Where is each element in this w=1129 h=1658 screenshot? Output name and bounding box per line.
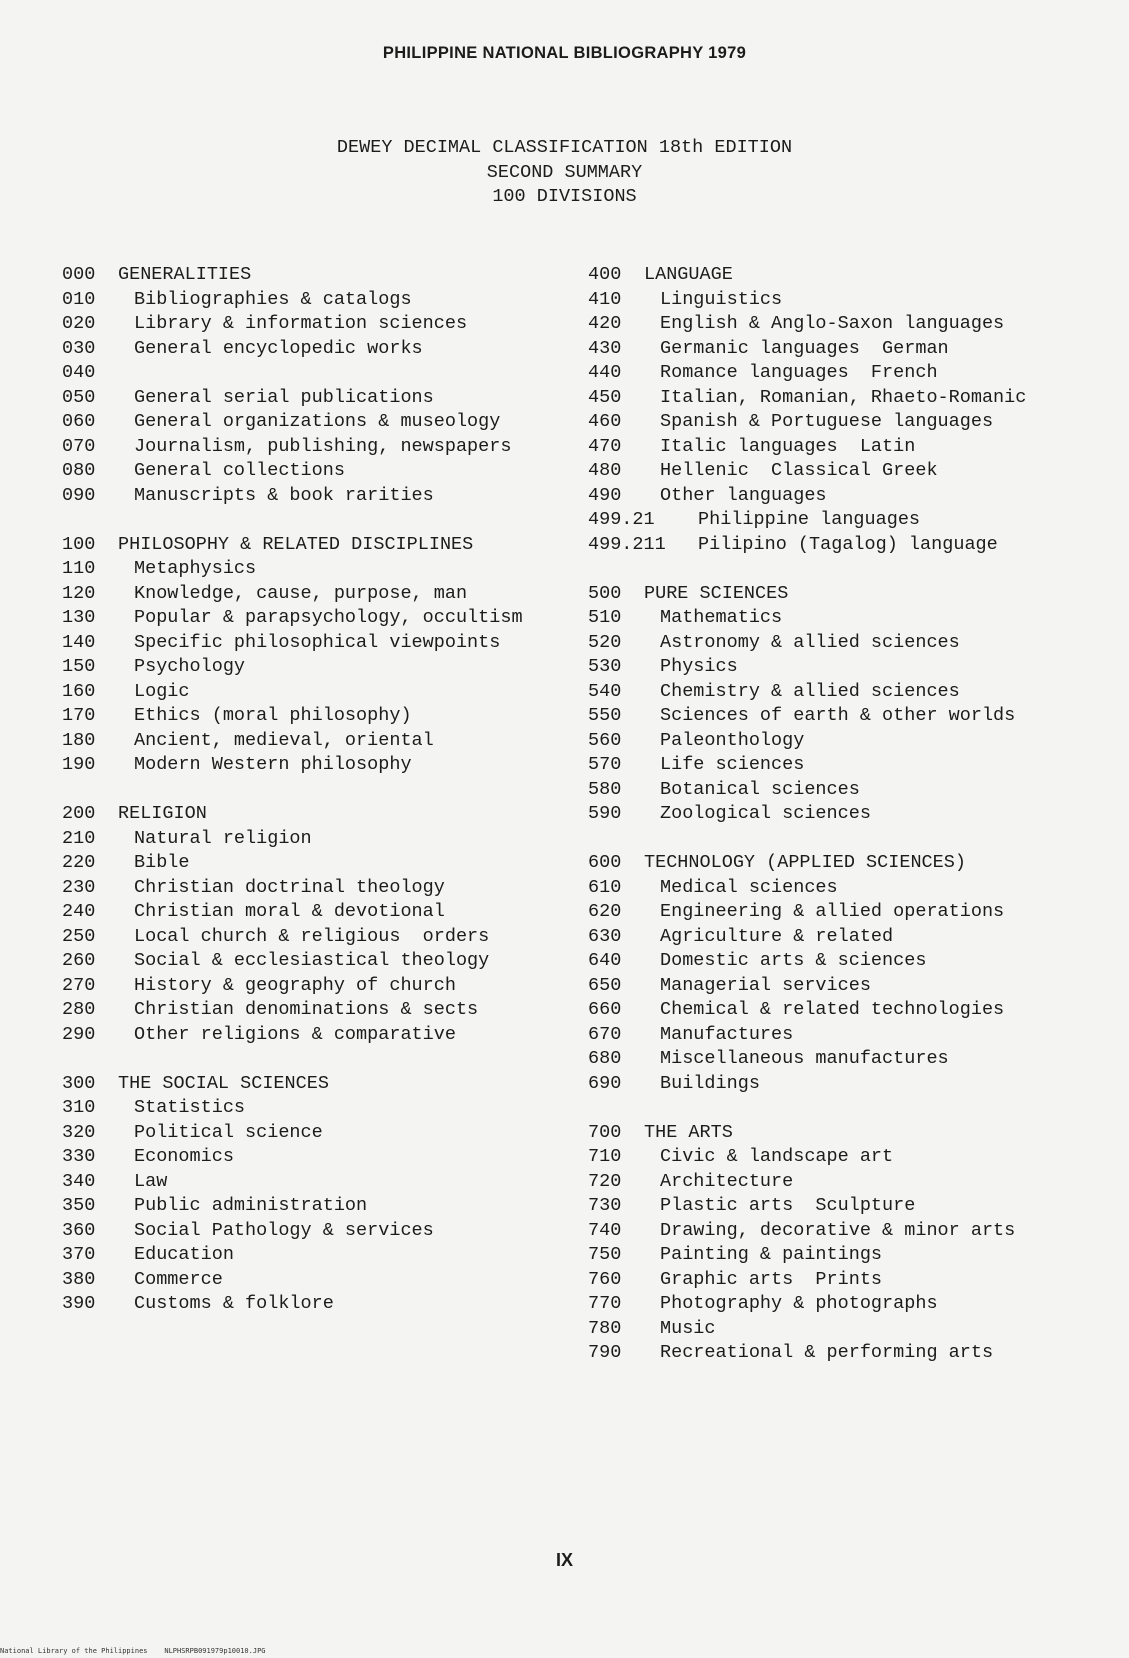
division-code: 110 — [62, 558, 96, 579]
division-label: General serial publications — [134, 386, 434, 408]
division-row — [588, 925, 1108, 950]
division-row — [588, 533, 1108, 558]
title-line: DEWEY DECIMAL CLASSIFICATION 18th EDITION — [336, 137, 793, 158]
division-code: 650 — [588, 974, 622, 996]
right-column — [588, 263, 1108, 1390]
division-label: Christian doctrinal theology — [134, 876, 445, 898]
class-code: 000 — [62, 264, 96, 285]
division-row — [588, 1268, 1108, 1293]
division-row — [62, 851, 582, 876]
division-row — [588, 680, 1108, 705]
division-row — [588, 1023, 1108, 1048]
division-code: 540 — [588, 680, 622, 702]
class-label: PURE SCIENCES — [644, 582, 789, 604]
division-label: Natural religion — [134, 827, 312, 849]
division-code: 060 — [62, 411, 96, 432]
division-label: Modern Western philosophy — [134, 754, 412, 775]
division-row — [588, 312, 1108, 337]
division-code: 080 — [62, 460, 96, 481]
division-row — [62, 361, 582, 386]
division-code: 470 — [588, 435, 622, 457]
division-code: 499.211 — [588, 533, 666, 555]
class-group — [588, 263, 1108, 557]
division-row — [588, 655, 1108, 680]
division-label: Music — [660, 1317, 716, 1339]
class-heading — [588, 1121, 1108, 1146]
division-row — [588, 900, 1108, 925]
division-code: 120 — [62, 582, 96, 604]
division-label: Buildings — [660, 1072, 760, 1094]
division-row — [62, 606, 582, 631]
class-group — [62, 802, 582, 1047]
class-label: PHILOSOPHY & RELATED DISCIPLINES — [118, 533, 474, 555]
division-row — [62, 704, 582, 729]
division-row — [588, 1170, 1108, 1195]
class-label: THE SOCIAL SCIENCES — [118, 1072, 329, 1094]
division-label: History & geography of church — [134, 974, 456, 996]
division-code: 160 — [62, 680, 96, 702]
division-label: Mathematics — [660, 607, 783, 628]
division-row — [588, 484, 1108, 509]
division-code: 760 — [588, 1268, 622, 1290]
division-code: 440 — [588, 362, 622, 383]
division-row — [588, 1047, 1108, 1072]
division-code: 260 — [62, 950, 96, 971]
division-row — [62, 827, 582, 852]
class-code: 200 — [62, 803, 96, 824]
division-row — [62, 386, 582, 411]
division-label: Social & ecclesiastical theology — [134, 950, 490, 971]
division-code: 320 — [62, 1121, 96, 1143]
division-row — [588, 1292, 1108, 1317]
division-label: Spanish & Portuguese languages — [660, 411, 994, 432]
division-row — [588, 631, 1108, 656]
division-label: Sciences of earth & other worlds — [660, 705, 1016, 726]
division-label: Chemical & related technologies — [660, 999, 1005, 1020]
class-group — [62, 533, 582, 778]
division-label: Italic languages Latin — [660, 435, 916, 457]
class-code: 300 — [62, 1072, 96, 1094]
division-code: 360 — [62, 1219, 96, 1241]
division-label: Domestic arts & sciences — [660, 950, 927, 971]
division-row — [62, 1121, 582, 1146]
divisions-line: 100 DIVISIONS — [492, 186, 637, 207]
division-code: 790 — [588, 1342, 622, 1363]
division-label: Other religions & comparative — [134, 1023, 456, 1045]
division-row — [588, 876, 1108, 901]
division-label: Life sciences — [660, 754, 805, 775]
division-label: Law — [134, 1170, 168, 1192]
division-row — [588, 1243, 1108, 1268]
division-row — [588, 1145, 1108, 1170]
division-row — [588, 361, 1108, 386]
division-code: 430 — [588, 337, 622, 359]
class-group — [62, 263, 582, 508]
division-row — [588, 410, 1108, 435]
division-label: Logic — [134, 680, 190, 702]
division-code: 330 — [62, 1146, 96, 1167]
division-row — [588, 386, 1108, 411]
division-row — [62, 974, 582, 999]
division-label: Pilipino (Tagalog) language — [698, 533, 998, 555]
division-row — [62, 1268, 582, 1293]
division-label: Other languages — [660, 484, 827, 506]
division-code: 030 — [62, 337, 96, 359]
division-code: 380 — [62, 1268, 96, 1290]
class-heading — [62, 263, 582, 288]
division-code: 050 — [62, 386, 96, 408]
division-row — [588, 288, 1108, 313]
division-row — [588, 753, 1108, 778]
division-code: 350 — [62, 1195, 96, 1216]
division-row — [62, 949, 582, 974]
division-row — [588, 1194, 1108, 1219]
division-label: Philippine languages — [698, 509, 921, 530]
division-code: 130 — [62, 607, 96, 628]
division-row — [588, 802, 1108, 827]
division-row — [62, 1292, 582, 1317]
division-code: 180 — [62, 729, 96, 751]
class-code: 600 — [588, 852, 622, 873]
division-label: Economics — [134, 1146, 234, 1167]
division-row — [62, 1243, 582, 1268]
class-heading — [588, 582, 1108, 607]
division-row — [588, 729, 1108, 754]
division-label: Library & information sciences — [134, 313, 468, 334]
division-code: 040 — [62, 362, 96, 383]
class-label: LANGUAGE — [644, 264, 733, 285]
division-label: Medical sciences — [660, 876, 838, 898]
division-label: Zoological sciences — [660, 803, 871, 824]
division-row — [588, 459, 1108, 484]
division-code: 250 — [62, 925, 96, 947]
division-code: 190 — [62, 754, 96, 775]
division-row — [62, 1194, 582, 1219]
division-row — [588, 1317, 1108, 1342]
division-code: 230 — [62, 876, 96, 898]
division-row — [588, 998, 1108, 1023]
division-label: English & Anglo-Saxon languages — [660, 313, 1005, 334]
division-label: Manufactures — [660, 1023, 794, 1045]
division-label: Chemistry & allied sciences — [660, 680, 960, 702]
division-code: 590 — [588, 803, 622, 824]
division-code: 570 — [588, 754, 622, 775]
division-label: Psychology — [134, 656, 246, 677]
page-number: IX — [555, 1550, 573, 1570]
class-code: 400 — [588, 264, 622, 285]
division-row — [62, 312, 582, 337]
scan-footer: National Library of the Philippines NLPHSRPB091979p10010.JPG — [0, 1647, 1129, 1655]
division-row — [62, 680, 582, 705]
class-heading — [62, 533, 582, 558]
class-group — [62, 1072, 582, 1317]
division-code: 560 — [588, 729, 622, 751]
division-code: 210 — [62, 827, 96, 849]
division-label: Civic & landscape art — [660, 1146, 894, 1167]
division-row — [62, 998, 582, 1023]
division-label: Commerce — [134, 1268, 223, 1290]
division-row — [588, 704, 1108, 729]
division-code: 390 — [62, 1293, 96, 1314]
division-row — [588, 508, 1108, 533]
running-head: PHILIPPINE NATIONAL BIBLIOGRAPHY 1979 — [382, 44, 747, 62]
division-label — [122, 361, 134, 386]
division-row — [62, 410, 582, 435]
division-code: 640 — [588, 950, 622, 971]
class-heading — [588, 851, 1108, 876]
division-row — [62, 753, 582, 778]
division-code: 710 — [588, 1146, 622, 1167]
division-code: 310 — [62, 1097, 96, 1118]
division-row — [62, 484, 582, 509]
division-row — [588, 1072, 1108, 1097]
division-row — [588, 435, 1108, 460]
division-label: Public administration — [134, 1195, 368, 1216]
division-label: Popular & parapsychology, occultism — [134, 607, 523, 628]
division-label: Political science — [134, 1121, 323, 1143]
division-code: 780 — [588, 1317, 622, 1339]
division-label: General encyclopedic works — [134, 337, 423, 359]
division-row — [62, 655, 582, 680]
class-label: GENERALITIES — [118, 264, 252, 285]
division-row — [588, 606, 1108, 631]
division-row — [62, 900, 582, 925]
division-code: 580 — [588, 778, 622, 800]
left-column — [62, 263, 582, 1341]
division-label: Local church & religious orders — [134, 925, 490, 947]
division-code: 690 — [588, 1072, 622, 1094]
division-label: Astronomy & allied sciences — [660, 631, 960, 653]
class-heading — [62, 802, 582, 827]
division-label: Italian, Romanian, Rhaeto-Romanic — [660, 386, 1027, 408]
division-code: 090 — [62, 484, 96, 506]
division-label: General collections — [134, 460, 345, 481]
division-code: 290 — [62, 1023, 96, 1045]
division-code: 460 — [588, 411, 622, 432]
division-code: 280 — [62, 999, 96, 1020]
division-label: Ancient, medieval, oriental — [134, 729, 434, 751]
division-code: 520 — [588, 631, 622, 653]
division-label: Metaphysics — [134, 558, 257, 579]
class-label: TECHNOLOGY (APPLIED SCIENCES) — [644, 852, 966, 873]
division-row — [62, 876, 582, 901]
division-row — [62, 925, 582, 950]
division-code: 490 — [588, 484, 622, 506]
division-label: Journalism, publishing, newspapers — [134, 435, 512, 457]
division-label: Education — [134, 1244, 234, 1265]
division-row — [62, 1023, 582, 1048]
division-code: 450 — [588, 386, 622, 408]
division-row — [588, 778, 1108, 803]
division-code: 630 — [588, 925, 622, 947]
division-label: Bible — [134, 852, 190, 873]
division-label: Photography & photographs — [660, 1293, 938, 1314]
division-label: Christian denominations & sects — [134, 999, 479, 1020]
division-row — [588, 949, 1108, 974]
division-code: 270 — [62, 974, 96, 996]
division-code: 610 — [588, 876, 622, 898]
division-label: Ethics (moral philosophy) — [134, 705, 412, 726]
division-row — [62, 1170, 582, 1195]
division-code: 170 — [62, 705, 96, 726]
division-row — [62, 582, 582, 607]
division-label: Hellenic Classical Greek — [660, 460, 938, 481]
division-label: Linguistics — [660, 288, 783, 310]
division-code: 720 — [588, 1170, 622, 1192]
division-code: 740 — [588, 1219, 622, 1241]
division-label: General organizations & museology — [134, 411, 501, 432]
division-code: 550 — [588, 705, 622, 726]
division-row — [62, 459, 582, 484]
division-code: 770 — [588, 1293, 622, 1314]
division-code: 420 — [588, 313, 622, 334]
division-label: Engineering & allied operations — [660, 901, 1005, 922]
class-group — [588, 851, 1108, 1096]
division-label: Agriculture & related — [660, 925, 894, 947]
division-label: Christian moral & devotional — [134, 901, 445, 922]
class-heading — [62, 1072, 582, 1097]
division-label: Physics — [660, 656, 738, 677]
division-code: 240 — [62, 901, 96, 922]
division-row — [62, 557, 582, 582]
title-block — [0, 136, 1129, 210]
division-code: 620 — [588, 901, 622, 922]
division-label: Social Pathology & services — [134, 1219, 434, 1241]
class-code: 700 — [588, 1121, 622, 1143]
division-row — [62, 435, 582, 460]
division-code: 499.21 — [588, 509, 655, 530]
division-code: 150 — [62, 656, 96, 677]
division-code: 340 — [62, 1170, 96, 1192]
division-row — [588, 1219, 1108, 1244]
division-code: 070 — [62, 435, 96, 457]
division-label: Graphic arts Prints — [660, 1268, 883, 1290]
division-row — [62, 1145, 582, 1170]
division-row — [588, 337, 1108, 362]
division-row — [62, 729, 582, 754]
division-label: Recreational & performing arts — [660, 1342, 994, 1363]
division-code: 530 — [588, 656, 622, 677]
division-label: Statistics — [134, 1097, 246, 1118]
division-label: Customs & folklore — [134, 1293, 334, 1314]
division-row — [62, 1219, 582, 1244]
division-code: 660 — [588, 999, 622, 1020]
subtitle-line: SECOND SUMMARY — [486, 161, 643, 183]
division-label: Manuscripts & book rarities — [134, 484, 434, 506]
division-row — [62, 1096, 582, 1121]
division-code: 370 — [62, 1244, 96, 1265]
division-row — [588, 974, 1108, 999]
division-label: Botanical sciences — [660, 778, 860, 800]
division-row — [62, 288, 582, 313]
division-label: Plastic arts Sculpture — [660, 1195, 916, 1216]
division-code: 410 — [588, 288, 622, 310]
division-code: 730 — [588, 1195, 622, 1216]
division-code: 020 — [62, 313, 96, 334]
division-label: Bibliographies & catalogs — [134, 288, 412, 310]
division-label: Managerial services — [660, 974, 871, 996]
class-group — [588, 582, 1108, 827]
class-heading — [588, 263, 1108, 288]
division-label: Romance languages French — [660, 362, 938, 383]
division-code: 010 — [62, 288, 96, 310]
division-code: 480 — [588, 460, 622, 481]
division-code: 750 — [588, 1244, 622, 1265]
division-code: 680 — [588, 1048, 622, 1069]
division-code: 510 — [588, 607, 622, 628]
division-label: Specific philosophical viewpoints — [134, 631, 501, 653]
division-label: Knowledge, cause, purpose, man — [134, 582, 468, 604]
class-label: THE ARTS — [644, 1121, 733, 1143]
division-label: Paleonthology — [660, 729, 805, 751]
division-row — [62, 337, 582, 362]
division-label: Drawing, decorative & minor arts — [660, 1219, 1016, 1241]
division-row — [588, 1341, 1108, 1366]
division-label: Architecture — [660, 1170, 794, 1192]
division-row — [62, 631, 582, 656]
division-code: 140 — [62, 631, 96, 653]
division-code: 670 — [588, 1023, 622, 1045]
division-label: Painting & paintings — [660, 1244, 883, 1265]
class-code: 100 — [62, 533, 96, 555]
division-code: 220 — [62, 852, 96, 873]
class-label: RELIGION — [118, 803, 207, 824]
division-label: Germanic languages German — [660, 337, 949, 359]
class-code: 500 — [588, 582, 622, 604]
class-group — [588, 1121, 1108, 1366]
division-label: Miscellaneous manufactures — [660, 1048, 949, 1069]
